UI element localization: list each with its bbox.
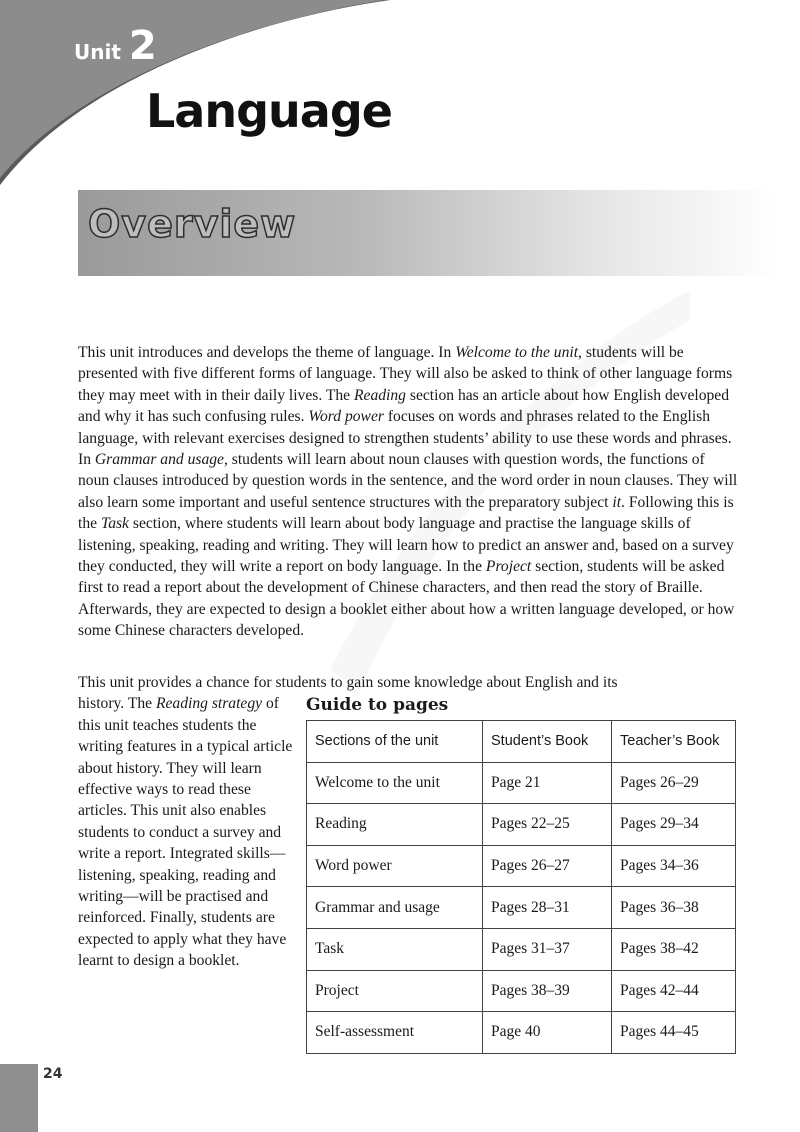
text-run: This unit introduces and develops the theme of language. In (78, 344, 456, 361)
table-cell: Self-assessment (307, 1012, 483, 1054)
italic-term: Grammar and usage (94, 451, 224, 469)
table-cell: Pages 28–31 (483, 887, 612, 929)
text-run: of this unit teaches students the writing features in a typical article about history. They will learn effective ways to read these articles. This unit also enables students to conduct a survey and write a report. Integrated skills—listening, speaking, reading and writing—will be practised and reinforced. Finally, students are expected to apply what they have learnt to design a booklet. (78, 695, 293, 970)
italic-term: Task (100, 515, 129, 533)
table-cell: Pages 38–42 (612, 928, 736, 970)
italic-term: it (612, 493, 622, 511)
italic-term: Word power (308, 408, 384, 426)
table-cell: Welcome to the unit (307, 762, 483, 804)
text-run: , students will learn about noun clauses with question words, the functions of noun clauses introduced by question words in the sentence, and the word order in noun clauses. They will also learn some important and useful sentence structures with the preparatory subject (78, 451, 738, 511)
table-cell: Pages 42–44 (612, 970, 736, 1012)
text-run: section, students will be asked first to read a report about the development of Chinese characters, and then read the story of Braille. Afterwards, they are expected to design a booklet either about how a written language developed, or how some Chinese characters developed. (78, 558, 735, 640)
text-run: focuses on words and phrases related to the English language, with relevant exercises designed to strengthen students’ ability to use these words and phrases. In (78, 408, 732, 469)
italic-term: Reading strategy (155, 695, 263, 713)
table-row (307, 887, 736, 929)
table-cell: Pages 29–34 (612, 804, 736, 846)
intro-paragraph (78, 342, 738, 642)
page-number: 24 (43, 1066, 63, 1082)
table-row (307, 970, 736, 1012)
table-row (307, 845, 736, 887)
italic-term: Welcome to the unit (455, 344, 579, 361)
table-cell: Pages 38–39 (483, 970, 612, 1012)
table-cell: Pages 34–36 (612, 845, 736, 887)
table-cell: Reading (307, 804, 483, 846)
table-row (307, 804, 736, 846)
unit-label (74, 23, 157, 69)
table-cell: Task (307, 928, 483, 970)
table-cell: Page 21 (483, 762, 612, 804)
table-cell: Pages 26–29 (612, 762, 736, 804)
table-cell: Word power (307, 845, 483, 887)
text-run: history. The (78, 695, 156, 713)
table-cell: Pages 31–37 (483, 928, 612, 970)
table-cell: Pages 26–27 (483, 845, 612, 887)
guide-title: Guide to pages (306, 695, 449, 715)
table-header-cell: Teacher’s Book (612, 721, 736, 763)
italic-term: Project (485, 558, 532, 576)
table-header-cell: Sections of the unit (307, 721, 483, 763)
table-cell: Pages 36–38 (612, 887, 736, 929)
table-header-row (307, 721, 736, 763)
italic-term: Reading (354, 386, 406, 404)
overview-heading: Overview (88, 202, 297, 246)
table-row (307, 1012, 736, 1054)
unit-number: 2 (128, 23, 157, 69)
guide-table (306, 720, 736, 1054)
table-row (307, 762, 736, 804)
table-row (307, 928, 736, 970)
table-cell: Grammar and usage (307, 887, 483, 929)
table-cell: Pages 44–45 (612, 1012, 736, 1054)
unit-title: Language (146, 84, 392, 138)
second-paragraph-column-text (78, 693, 298, 971)
unit-word: Unit (74, 40, 121, 64)
page-tab-decoration (0, 1064, 38, 1132)
guide-to-pages (306, 695, 736, 1054)
second-paragraph-first-line: This unit provides a chance for students to gain some knowledge about English and its (78, 674, 618, 691)
table-cell: Project (307, 970, 483, 1012)
table-cell: Pages 22–25 (483, 804, 612, 846)
table-cell: Page 40 (483, 1012, 612, 1054)
text-run: . Following this is the (78, 493, 734, 533)
table-header-cell: Student’s Book (483, 721, 612, 763)
text-run: , students will be presented with five different forms of language. They will also be asked to think of other language forms they may meet with in their daily lives. The (78, 344, 733, 404)
text-run: section, where students will learn about body language and practise the language skills of listening, speaking, reading and writing. They will learn how to predict an answer and, based on a survey they conducted, they will write a report on body language. In the (78, 515, 734, 576)
text-run: section has an article about how English developed and why it has such confusing rules. (78, 386, 730, 426)
